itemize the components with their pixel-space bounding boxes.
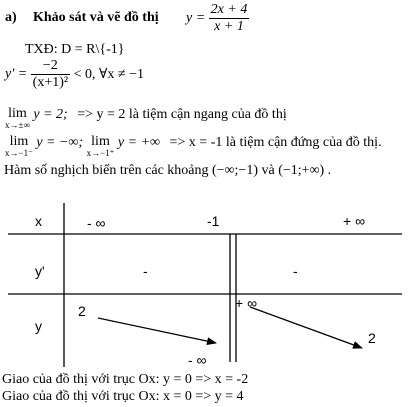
limit-left-expression: y = −∞; (36, 135, 84, 150)
derivative-sign-left: - (143, 263, 148, 279)
derivative-rhs: < 0, ∀x ≠ −1 (73, 67, 145, 82)
vertical-asymptote-text: => x = -1 là tiệm cận đứng của đồ thị. (169, 135, 382, 150)
y-value-pos-infinity: + ∞ (235, 295, 258, 311)
domain-line: TXĐ: D = R\{-1} (25, 42, 125, 57)
y-value-right-limit: 2 (368, 330, 376, 346)
decreasing-arrow-right (250, 307, 362, 348)
limit-symbol: lim x→±∞ (5, 106, 30, 130)
limit-subscript: x→±∞ (5, 120, 30, 130)
y-value-left-limit: 2 (78, 303, 86, 319)
limit-left-subscript: x→−1⁻ (5, 148, 33, 158)
function-denominator: x + 1 (214, 19, 244, 34)
limit-left-symbol: lim x→−1⁻ (5, 134, 33, 158)
derivative-denominator: (x+1)² (32, 75, 69, 90)
derivative-sign-right: - (293, 263, 298, 279)
function-lhs: y = (186, 10, 206, 26)
monotonic-statement: Hàm số nghịch biến trên các khoảng (−∞;−1) và (−1;+∞) . (4, 163, 332, 178)
row-label-x: x (35, 213, 42, 229)
limit-expression: y = 2; (33, 107, 68, 122)
derivative-numerator: −2 (31, 58, 70, 75)
intersection-x-axis: Giao của đồ thị với trục Ox: y = 0 => x = -2 (2, 372, 249, 387)
x-value-minus-one: -1 (207, 213, 220, 229)
function-numerator: 2x + 4 (210, 2, 248, 17)
part-label-text: a) (5, 10, 17, 25)
row-label-y: y (35, 318, 42, 334)
y-value-neg-infinity: - ∞ (188, 352, 207, 368)
limit-right-symbol: lim x→−1⁺ (86, 134, 115, 158)
heading-title: Khảo sát và vẽ đồ thị (33, 10, 159, 25)
derivative-lhs: y' = (5, 66, 28, 82)
x-value-neg-infinity: - ∞ (87, 215, 106, 231)
x-value-pos-infinity: + ∞ (343, 213, 366, 229)
decreasing-arrow-left (98, 318, 216, 343)
limit-right-subscript: x→−1⁺ (86, 148, 115, 158)
row-label-y-prime: y' (35, 263, 45, 279)
intersection-y-axis: Giao của đồ thị với trục Ox: x = 0 => y = 4 (2, 389, 244, 404)
horizontal-asymptote-text: => y = 2 là tiệm cận ngang của đồ thị (77, 107, 287, 122)
limit-right-expression: y = +∞ (117, 135, 161, 150)
